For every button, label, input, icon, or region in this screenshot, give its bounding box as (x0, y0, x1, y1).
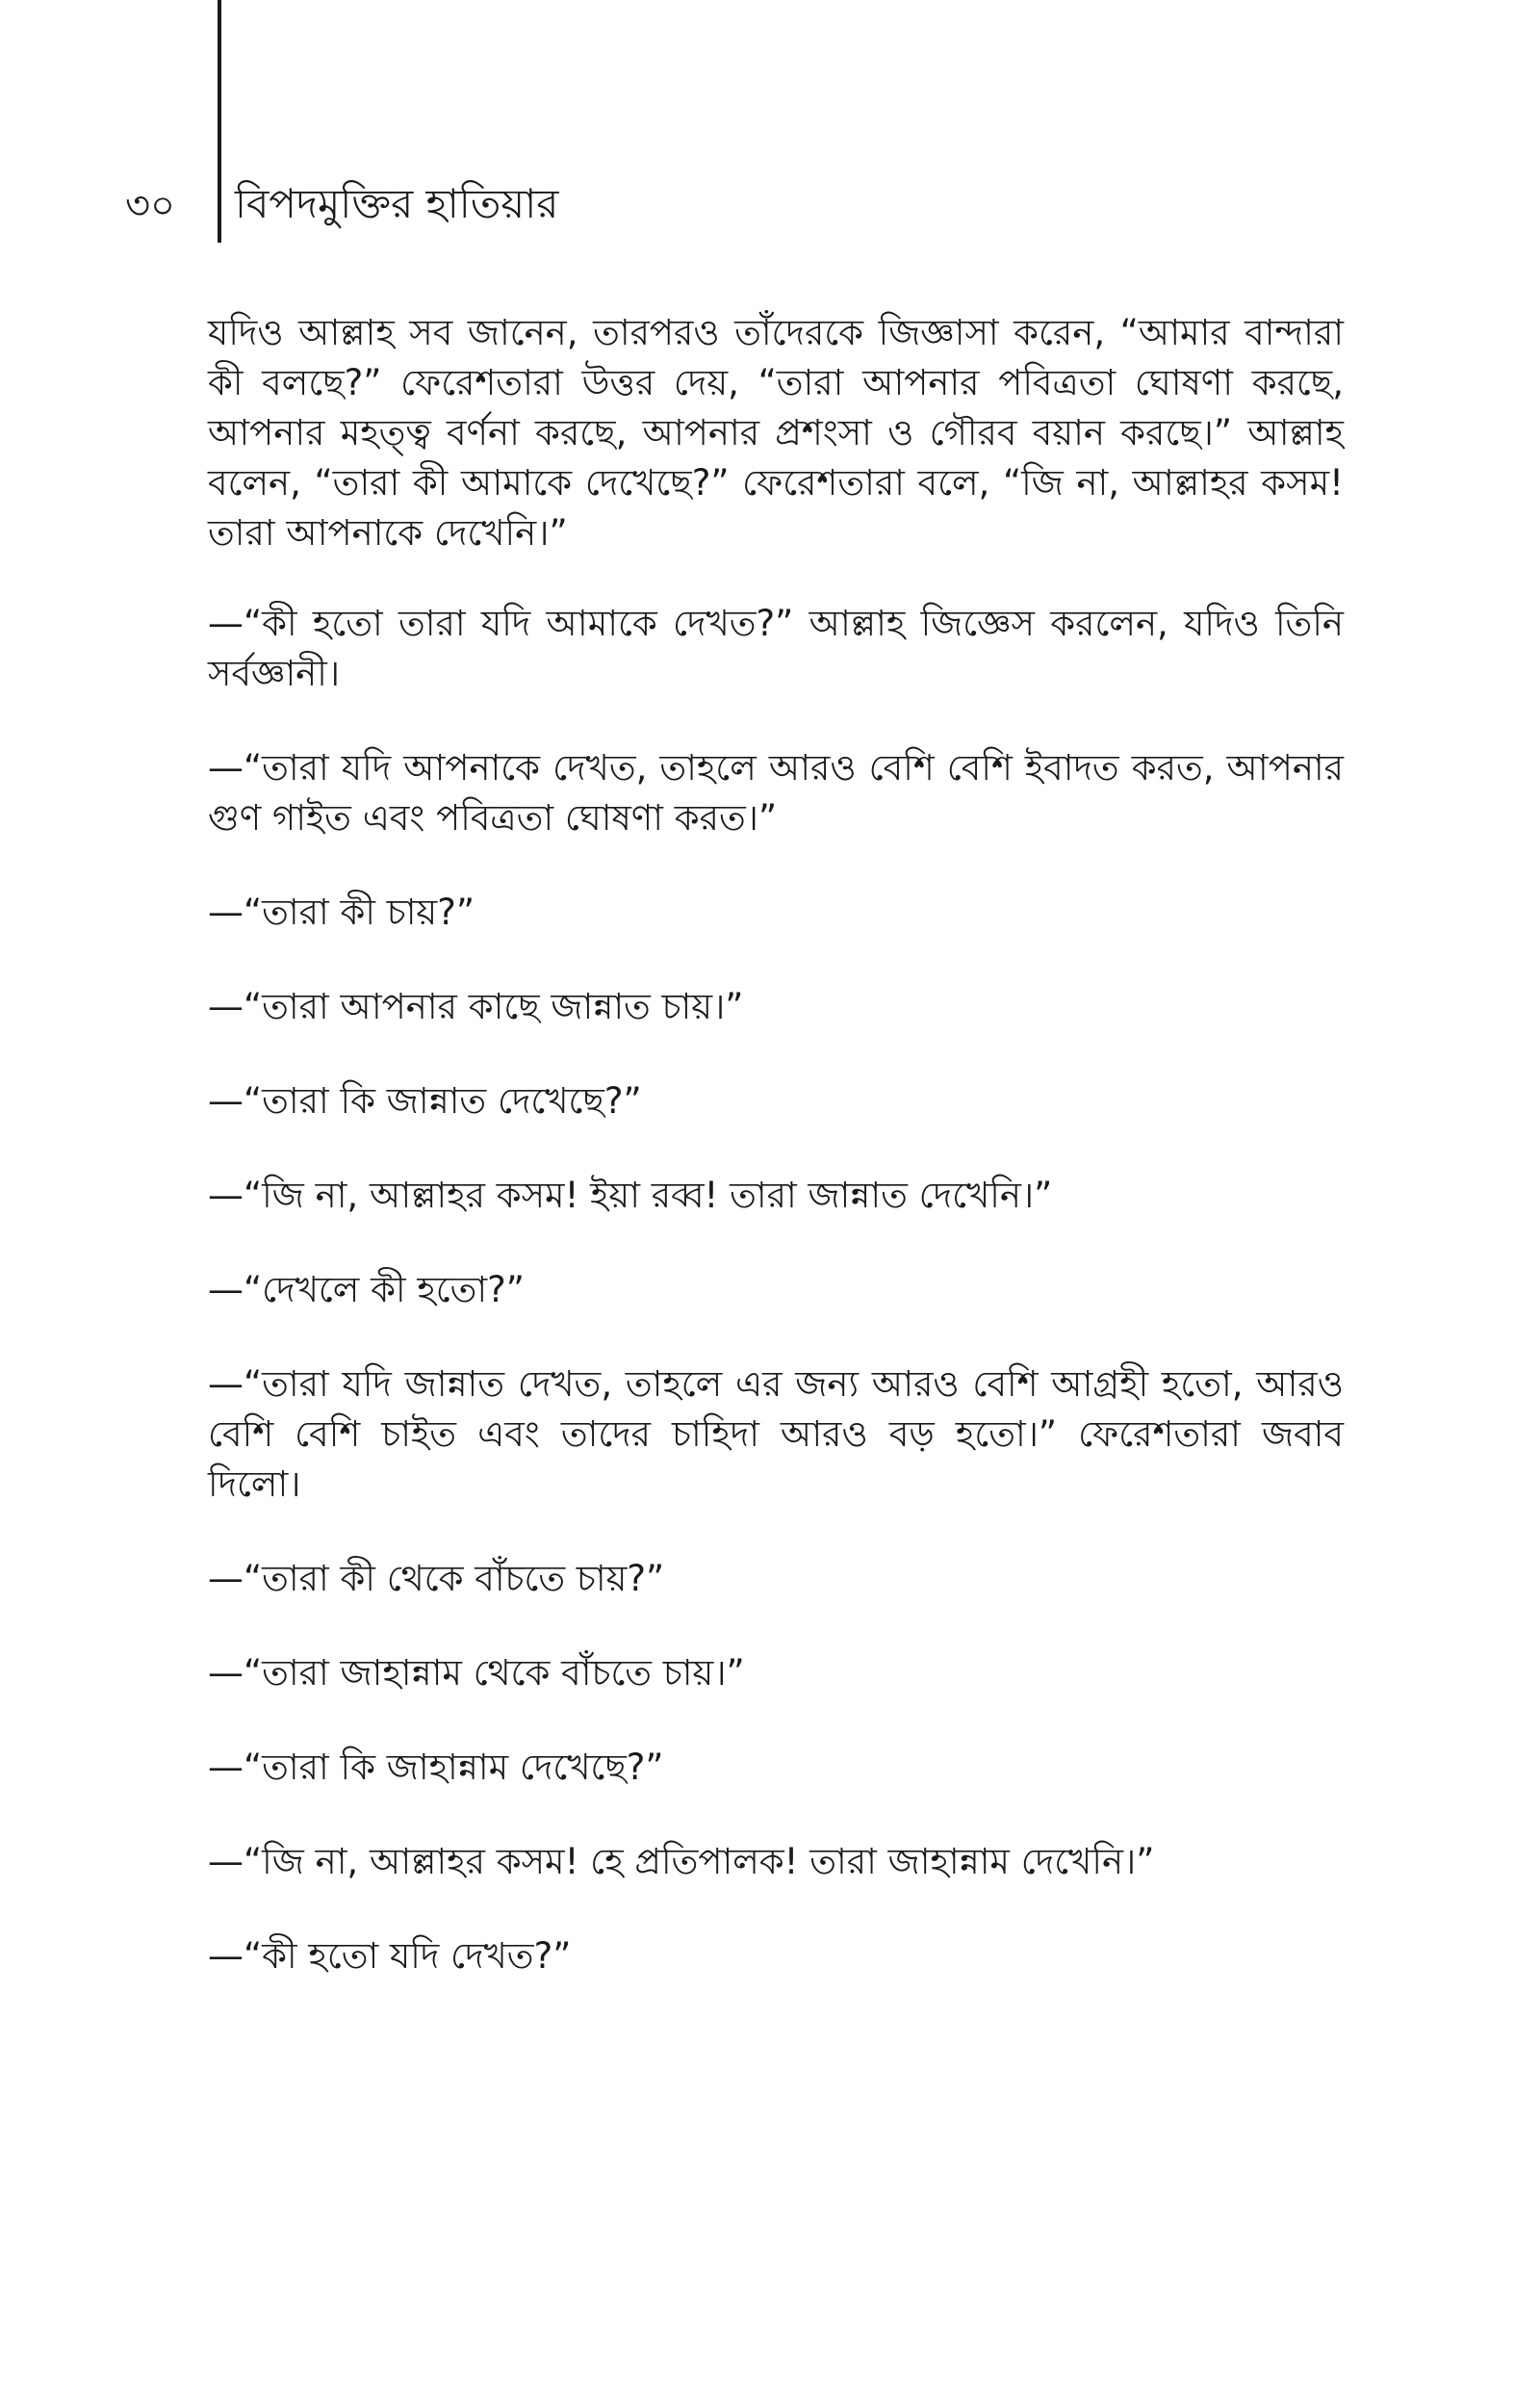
dialogue-line: —“তারা যদি আপনাকে দেখত, তাহলে আরও বেশি বেশি ইবাদত করত, আপনার গুণ গাইত এবং পবিত্রতা ঘোষণা করত।” (208, 747, 1344, 839)
dialogue-line: —“তারা আপনার কাছে জান্নাত চায়।” (208, 986, 744, 1027)
dialogue-line: —“দেখলে কী হতো?” (208, 1269, 525, 1310)
body-text (208, 308, 1344, 2026)
dialogue-line: —“তারা জাহান্নাম থেকে বাঁচতে চায়।” (208, 1652, 745, 1694)
dialogue-line: —“তারা যদি জান্নাত দেখত, তাহলে এর জন্য আরও বেশি আগ্রহী হতো, আরও বেশি বেশি চাইত এবং তাদের চাহিদা আরও বড় হতো।” ফেরেশতারা জবাব দিলো। (208, 1363, 1344, 1505)
dialogue-line: —“কী হতো যদি দেখত?” (208, 1935, 572, 1977)
dialogue-line: —“তারা কী চায়?” (208, 892, 475, 933)
running-title: বিপদমুক্তির হাতিয়ার (235, 180, 559, 227)
dialogue-line: —“তারা কি জান্নাত দেখেছে?” (208, 1080, 642, 1122)
dialogue-line: —“তারা কী থেকে বাঁচতে চায়?” (208, 1558, 665, 1599)
dialogue-line: —“জি না, আল্লাহর কসম! ইয়া রব্ব! তারা জান্নাত দেখেনি।” (208, 1175, 1053, 1216)
dialogue-line: —“তারা কি জাহান্নাম দেখেছে?” (208, 1747, 664, 1788)
dialogue-line: —“কী হতো তারা যদি আমাকে দেখত?” আল্লাহ জিজ্ঞেস করলেন, যদিও তিনি সর্বজ্ঞানী। (208, 603, 1344, 694)
dialogue-line: —“জি না, আল্লাহর কসম! হে প্রতিপালক! তারা জাহান্নাম দেখেনি।” (208, 1841, 1155, 1882)
page-number: ৩০ (125, 184, 176, 228)
paragraph: যদিও আল্লাহ সব জানেন, তারপরও তাঁদেরকে জিজ্ঞাসা করেন, “আমার বান্দারা কী বলছে?” ফেরেশতারা উত্তর দেয়, “তারা আপনার পবিত্রতা ঘোষণা করছে, আপনার মহত্ত্ব বর্ণনা করছে, আপনার প্রশংসা ও গৌরব বয়ান করছে।” আল্লাহ বলেন, “তারা কী আমাকে দেখেছে?” ফেরেশতারা বলে, “জি না, আল্লাহর কসম! তারা আপনাকে দেখেনি।” (208, 312, 1344, 554)
page-header (0, 0, 1540, 250)
header-divider (218, 0, 221, 243)
